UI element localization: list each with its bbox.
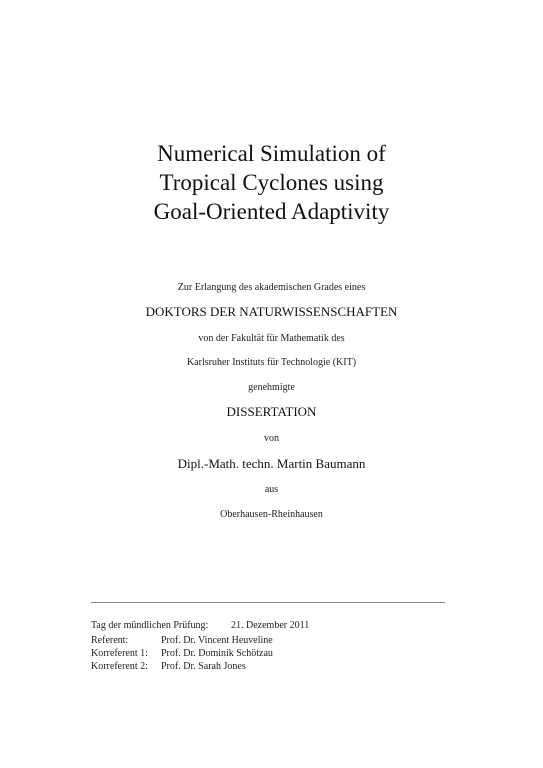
- hometown-text: Oberhausen-Rheinhausen: [220, 509, 323, 520]
- thesis-title-line-3: Goal-Oriented Adaptivity: [153, 199, 390, 224]
- co-referee-1-name: Prof. Dr. Dominik Schötzau: [161, 648, 273, 659]
- thesis-title: [0, 139, 543, 226]
- institution-text: Karlsruher Instituts für Technologie (KIT): [186, 357, 357, 368]
- separator-rule: [91, 602, 445, 603]
- approval-text: genehmigte: [248, 382, 295, 393]
- faculty-text: von der Fakultät für Mathematik des: [198, 333, 345, 344]
- co-referee-2-role: Korreferent 2:: [91, 661, 148, 672]
- referee-role: Referent:: [91, 635, 129, 646]
- degree-purpose-text: Zur Erlangung des akademischen Grades eines: [177, 282, 366, 293]
- thesis-title-line-2: Tropical Cyclones using: [159, 170, 384, 195]
- exam-date-value: 21. Dezember 2011: [231, 620, 310, 631]
- co-referee-2-name: Prof. Dr. Sarah Jones: [161, 661, 246, 672]
- referee-name: Prof. Dr. Vincent Heuveline: [161, 635, 273, 646]
- degree-name: DOKTORS DER NATURWISSENSCHAFTEN: [145, 304, 398, 319]
- exam-date-label: Tag der mündlichen Prüfung:: [91, 620, 209, 631]
- from-text: aus: [264, 484, 279, 495]
- document-type: DISSERTATION: [226, 404, 317, 419]
- by-text: von: [264, 433, 279, 444]
- author-name: Dipl.-Math. techn. Martin Baumann: [177, 456, 366, 471]
- co-referee-1-role: Korreferent 1:: [91, 648, 148, 659]
- thesis-title-line-1: Numerical Simulation of: [157, 141, 386, 166]
